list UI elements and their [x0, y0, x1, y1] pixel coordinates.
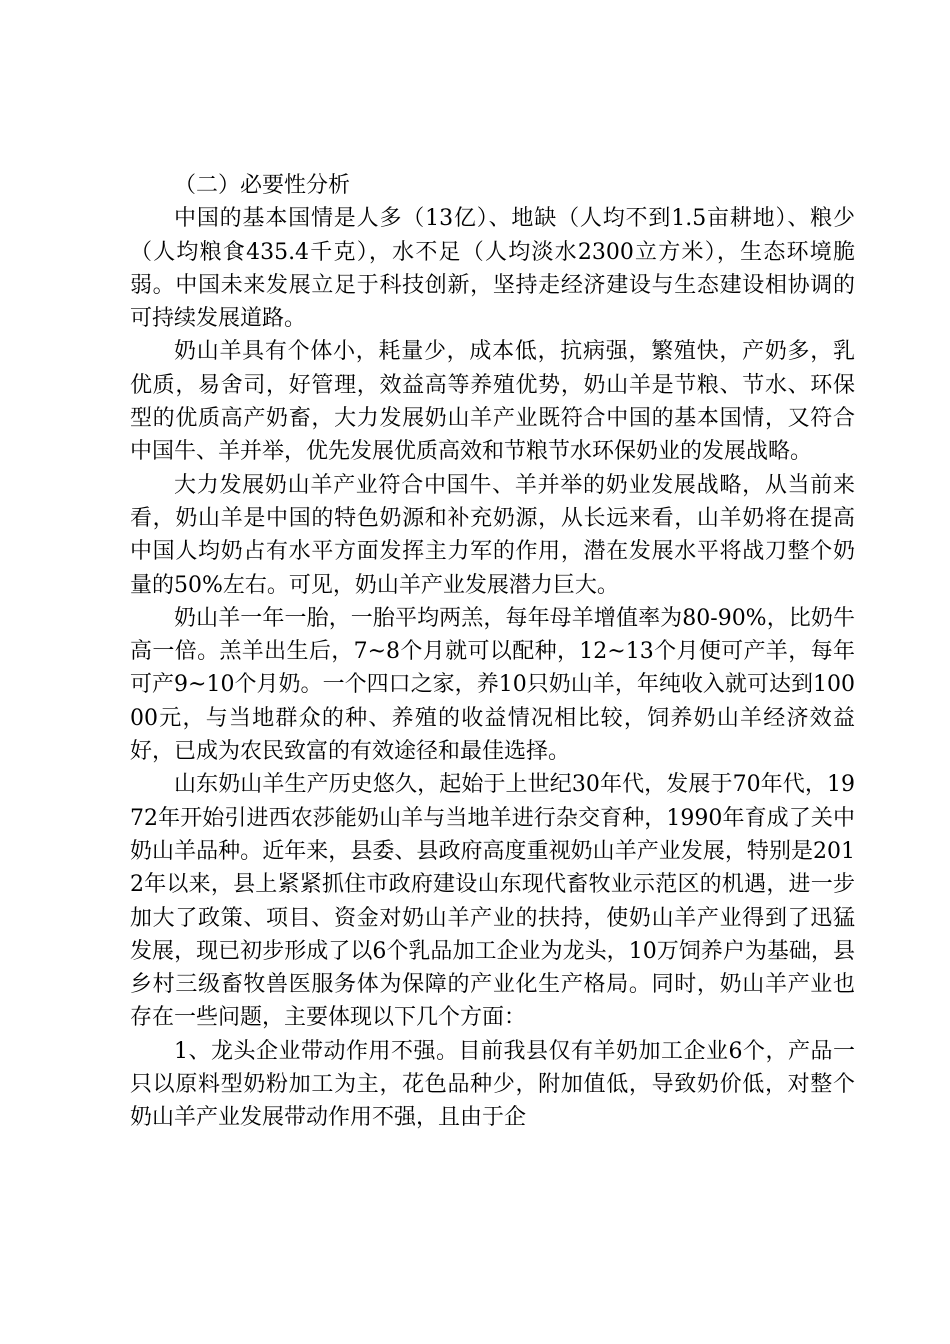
paragraph-development-strategy: 大力发展奶山羊产业符合中国牛、羊并举的奶业发展战略，从当前来看，奶山羊是中国的特色奶源和补充奶源，从长远来看，山羊奶将在提高中国人均奶占有水平方面发挥主力军的作用，潜在发展水平将战刀整个奶量的50%左右。可见，奶山羊产业发展潜力巨大。 — [130, 472, 855, 598]
document-page — [130, 169, 855, 1135]
paragraph-shandong-history: 山东奶山羊生产历史悠久，起始于上世纪30年代，发展于70年代，1972年开始引进西农莎能奶山羊与当地羊进行杂交育种，1990年育成了关中奶山羊品种。近年来，县委、县政府高度重视奶山羊产业发展，特别是2012年以来，县上紧紧抓住市政府建设山东现代畜牧业示范区的机遇，进一步加大了政策、项目、资金对奶山羊产业的扶持，使奶山羊产业得到了迅猛发展，现已初步形成了以6个乳品加工企业为龙头，10万饲养户为基础，县乡村三级畜牧兽医服务体为保障的产业化生产格局。同时，奶山羊产业也存在一些问题，主要体现以下几个方面： — [130, 772, 855, 1031]
section-heading: （二）必要性分析 — [174, 173, 351, 198]
paragraph-national-conditions: 中国的基本国情是人多（13亿）、地缺（人均不到1.5亩耕地）、粮少（人均粮食435.4千克），水不足（人均淡水2300立方米），生态环境脆弱。中国未来发展立足于科技创新，坚持走经济建设与生态建设相协调的可持续发展道路。 — [130, 206, 855, 332]
paragraph-breeding-economics: 奶山羊一年一胎，一胎平均两羔，每年母羊增值率为80-90%，比奶牛高一倍。羔羊出生后，7~8个月就可以配种，12~13个月便可产羊，每年可产9~10个月奶。一个四口之家，养10只奶山羊，年纯收入就可达到10000元，与当地群众的种、养殖的收益情况相比较，饲养奶山羊经济效益好，已成为农民致富的有效途径和最佳选择。 — [130, 605, 855, 765]
paragraph-goat-advantages: 奶山羊具有个体小，耗量少，成本低，抗病强，繁殖快，产奶多，乳优质，易舍司，好管理，效益高等养殖优势，奶山羊是节粮、节水、环保型的优质高产奶畜，大力发展奶山羊产业既符合中国的基本国情，又符合中国牛、羊并举，优先发展优质高效和节粮节水环保奶业的发展战略。 — [130, 339, 855, 465]
paragraph-issue-leading-enterprises: 1、龙头企业带动作用不强。目前我县仅有羊奶加工企业6个，产品一只以原料型奶粉加工为主，花色品种少，附加值低，导致奶价低，对整个奶山羊产业发展带动作用不强，且由于企 — [130, 1038, 855, 1131]
